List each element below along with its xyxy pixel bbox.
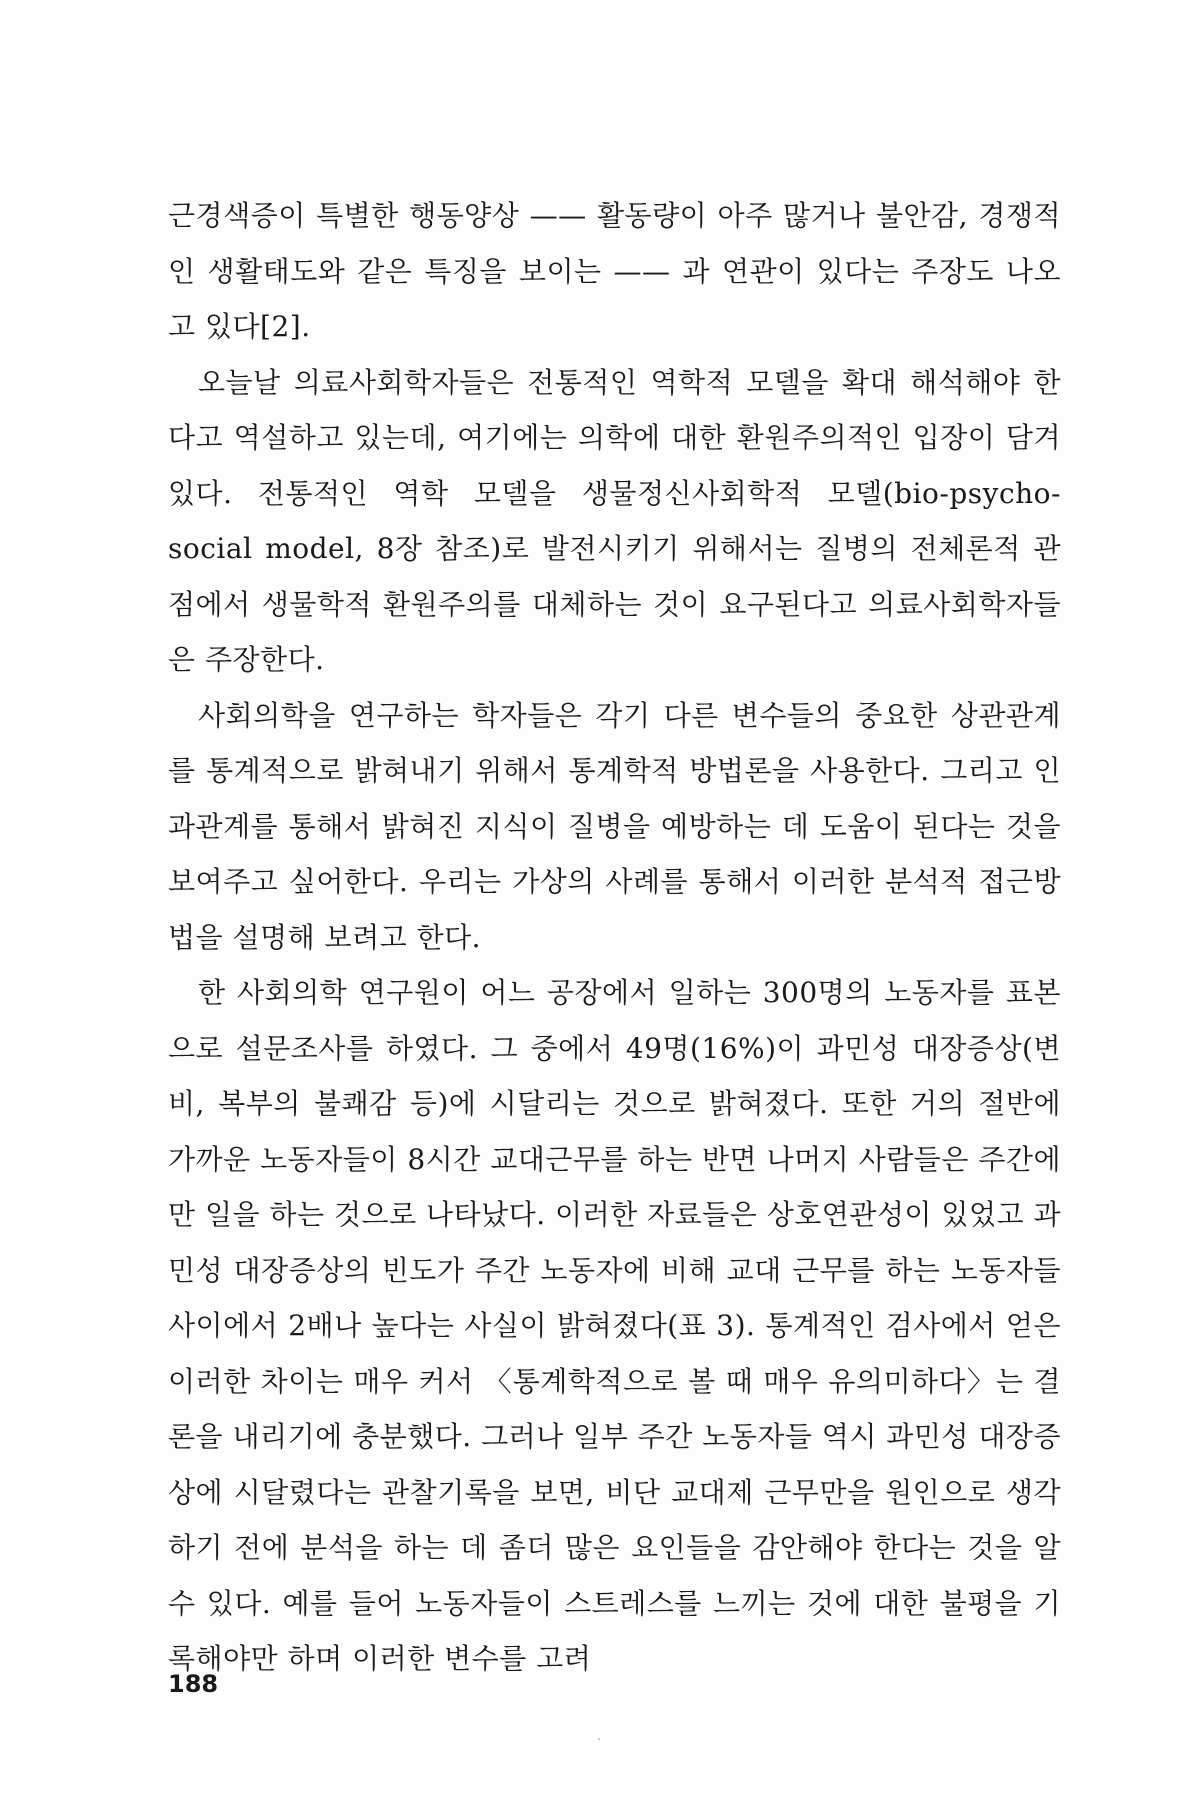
page-number: 188: [168, 1670, 219, 1698]
paragraph-medical-sociology: 오늘날 의료사회학자들은 전통적인 역학적 모델을 확대 해석해야 한다고 역설하고 있는데, 여기에는 의학에 대한 환원주의적인 입장이 담겨 있다. 전통적인 역학 모델을 생물정신사회학적 모델(bio-psycho-social model, 8장 참조)로 발전시키기 위해서는 질병의 전체론적 관점에서 생물학적 환원주의를 대체하는 것이 요구된다고 의료사회학자들은 주장한다.: [168, 365, 1061, 676]
paragraph-continued: 근경색증이 특별한 행동양상 —— 활동량이 아주 많거나 불안감, 경쟁적인 생활태도와 같은 특징을 보이는 —— 과 연관이 있다는 주장도 나오고 있다[2].: [168, 199, 1061, 343]
paragraph-factory-survey: 한 사회의학 연구원이 어느 공장에서 일하는 300명의 노동자를 표본으로 설문조사를 하였다. 그 중에서 49명(16%)이 과민성 대장증상(변비, 복부의 불쾌감 등)에 시달리는 것으로 밝혀졌다. 또한 거의 절반에 가까운 노동자들이 8시간 교대근무를 하는 반면 나머지 사람들은 주간에만 일을 하는 것으로 나타났다. 이러한 자료들은 상호연관성이 있었고 과민성 대장증상의 빈도가 주간 노동자에 비해 교대 근무를 하는 노동자들 사이에서 2배나 높다는 사실이 밝혀졌다(표 3). 통계적인 검사에서 얻은 이러한 차이는 매우 커서 〈통계학적으로 볼 때 매우 유의미하다〉는 결론을 내리기에 충분했다. 그러나 일부 주간 노동자들 역시 과민성 대장증상에 시달렸다는 관찰기록을 보면, 비단 교대제 근무만을 원인으로 생각하기 전에 분석을 하는 데 좀더 많은 요인들을 감안해야 한다는 것을 알 수 있다. 예를 들어 노동자들이 스트레스를 느끼는 것에 대한 불평을 기록해야만 하며 이러한 변수를 고려: [168, 976, 1061, 1675]
paragraph-statistical-method: 사회의학을 연구하는 학자들은 각기 다른 변수들의 중요한 상관관계를 통계적으로 밝혀내기 위해서 통계학적 방법론을 사용한다. 그리고 인과관계를 통해서 밝혀진 지식이 질병을 예방하는 데 도움이 된다는 것을 보여주고 싶어한다. 우리는 가상의 사례를 통해서 이러한 분석적 접근방법을 설명해 보려고 한다.: [168, 698, 1061, 954]
body-text: [168, 188, 1061, 1687]
scan-speck: [598, 1738, 600, 1740]
